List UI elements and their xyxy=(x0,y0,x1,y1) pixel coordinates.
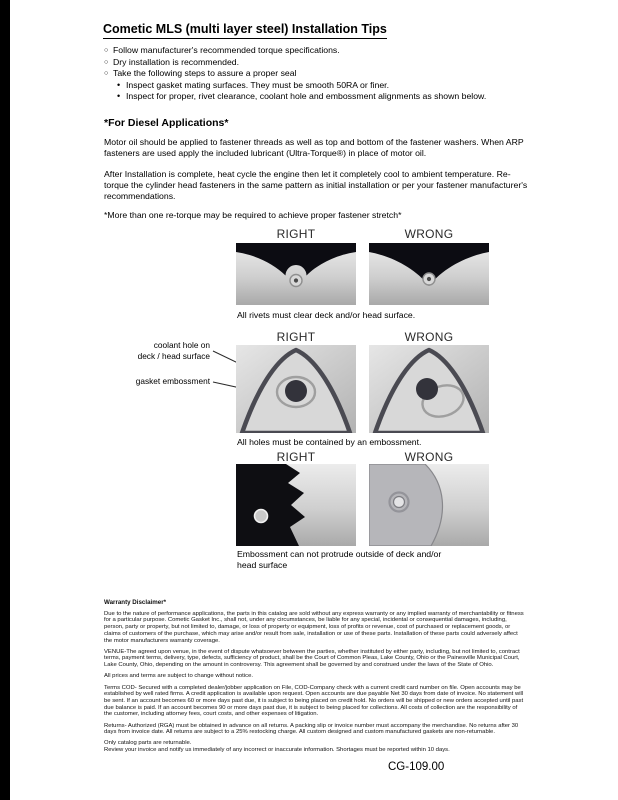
rivet-right-illustration xyxy=(236,243,356,305)
disclaimer-paragraph: Returns- Authorized (RGA) must be obtained in advance on all returns. A packing slip or invoice number must accompany the merchandise. No returns after 30 days from invoice date. All returns are subject to a 25% restocking charge. All custom designed and custom manufactured gaskets are non-returnable. xyxy=(104,722,519,736)
disclaimer-paragraph: Due to the nature of performance applications, the parts in this catalog are sold without any express warranty or any implied warranty of merchantability or fitness for a particular purpose. Cometic Gasket Inc., shall not, under any circumstances, be liable for any special, incidental or consequential damages, including, person, party or property, but not limited to, damage, or loss of property or equipment, loss of profits or revenue, cost of purchased or replacement goods, or claims of customers of the purchase, which may arise and/or result from sale, installation or use of these parts. Installation of these parts could adversely affect the motor manufacturers warranty coverage. xyxy=(104,610,524,644)
wrong-label-row3: WRONG xyxy=(404,450,454,464)
embossment-containment-wrong-diagram xyxy=(369,345,489,433)
disclaimer-paragraph: Terms COD- Secured with a completed dealer/jobber application on File, COD-Company check with a current credit card number on file. Open accounts may be established by well rated firms. A credit application is available upon request. Open accounts are due payable Net 30 days from date of invoice. No statement will be sent. If an account becomes 60 or more days past due, it is subject to being placed on credit hold. No orders will be shipped or new orders accepted until past due balance is paid. If an account becomes 90 or more days past due, it is subject to being placed for collections. All costs of collection are the responsibility of the customer, including attorney fees, court costs, and other expenses of litigation. xyxy=(104,684,524,718)
tip-text: Dry installation is recommended. xyxy=(113,56,240,67)
protrusion-wrong-illustration xyxy=(369,464,489,546)
tips-list xyxy=(104,45,544,103)
containment-wrong-illustration xyxy=(369,345,489,433)
row3-caption: Embossment can not protrude outside of deck and/or head surface xyxy=(237,549,442,570)
diesel-applications-heading: *For Diesel Applications* xyxy=(104,117,229,129)
disclaimer-heading: Warranty Disclaimer* xyxy=(104,599,167,606)
list-item xyxy=(104,68,544,80)
page-code: CG-109.00 xyxy=(388,761,445,773)
callout-text: coolant hole on xyxy=(153,340,210,350)
disclaimer-paragraph: Review your invoice and notify us immediately of any incorrect or inaccurate information. Shortages must be reported within 10 days. xyxy=(104,747,450,754)
coolant-hole-icon xyxy=(416,378,438,400)
bullet-icon: ○ xyxy=(104,47,109,54)
tip-text: Take the following steps to assure a proper seal xyxy=(113,68,297,79)
bolt-hole-icon xyxy=(394,497,405,508)
list-item xyxy=(104,45,544,57)
rivet-wrong-illustration xyxy=(369,243,489,305)
sub-bullet-icon: • xyxy=(117,79,121,90)
wrong-label-row1: WRONG xyxy=(404,227,454,241)
coolant-hole-icon xyxy=(285,380,307,402)
rivet-clearance-wrong-diagram xyxy=(369,243,489,305)
retorque-note: *More than one re-torque may be required to achieve proper fastener stretch* xyxy=(104,210,402,220)
list-item xyxy=(117,80,544,92)
wrong-label-row2: WRONG xyxy=(404,330,454,344)
warranty-disclaimer xyxy=(104,600,524,758)
tip-text: Follow manufacturer's recommended torque specifications. xyxy=(113,45,340,55)
deck-edge-shape xyxy=(369,464,442,546)
callout-text: deck / head surface xyxy=(137,350,210,361)
containment-right-illustration xyxy=(236,345,356,433)
right-label-row3: RIGHT xyxy=(276,450,316,464)
list-item xyxy=(117,91,544,103)
disclaimer-paragraph: All prices and terms are subject to change without notice. xyxy=(104,673,253,680)
diesel-paragraph-2: After Installation is complete, heat cycle the engine then let it completely cool to ambient temperature. Re-torque the cylinder head fasteners in the same pattern as initial installation or per your fastener manufacturer's recommendations. xyxy=(104,169,528,201)
page-title: Cometic MLS (multi layer steel) Installation Tips xyxy=(103,22,387,39)
list-item xyxy=(104,57,544,69)
rivet-center-dot xyxy=(427,277,431,281)
right-label-row1: RIGHT xyxy=(276,227,316,241)
rivet-clearance-right-diagram xyxy=(236,243,356,305)
tip-text: Inspect for proper, rivet clearance, coolant hole and embossment alignments as shown below. xyxy=(126,91,487,102)
diesel-paragraph-1: Motor oil should be applied to fastener threads as well as top and bottom of the fastener washers. When ARP fasteners are used apply the included lubricant (Ultra-Torque®) in place of motor oil. xyxy=(104,137,524,158)
protrusion-right-diagram xyxy=(236,464,356,546)
gasket-embossment-callout: gasket embossment xyxy=(135,376,210,386)
embossment-containment-right-diagram xyxy=(236,345,356,433)
left-edge-bar xyxy=(0,0,10,800)
coolant-hole-callout xyxy=(130,340,210,361)
bullet-icon: ○ xyxy=(104,70,109,78)
tip-text: Inspect gasket mating surfaces. They must be smooth 50RA or finer. xyxy=(126,79,390,90)
disclaimer-paragraph: VENUE-The agreed upon venue, in the event of dispute whatsoever between the parties, whether instituted by either party, including, but not limited to, contract terms, payment terms, delivery, type, defects, sufficiency of product, shall be the Court of Common Pleas, Lake County, Ohio or the Painesville Municipal Court, Lake County, Ohio, depending on the amount in controversy. This agreement shall be governed by and construed under the laws of the State of Ohio. xyxy=(104,648,520,669)
bullet-icon: ○ xyxy=(104,58,109,66)
rivet-center-dot xyxy=(294,278,298,282)
row1-caption: All rivets must clear deck and/or head surface. xyxy=(237,310,416,320)
protrusion-wrong-diagram xyxy=(369,464,489,546)
sub-bullet-icon: • xyxy=(117,91,121,102)
row2-caption: All holes must be contained by an embossment. xyxy=(237,437,422,447)
disclaimer-paragraph: Only catalog parts are returnable. xyxy=(104,740,192,747)
bolt-hole-icon xyxy=(255,510,268,523)
protrusion-right-illustration xyxy=(236,464,356,546)
right-label-row2: RIGHT xyxy=(276,330,316,344)
